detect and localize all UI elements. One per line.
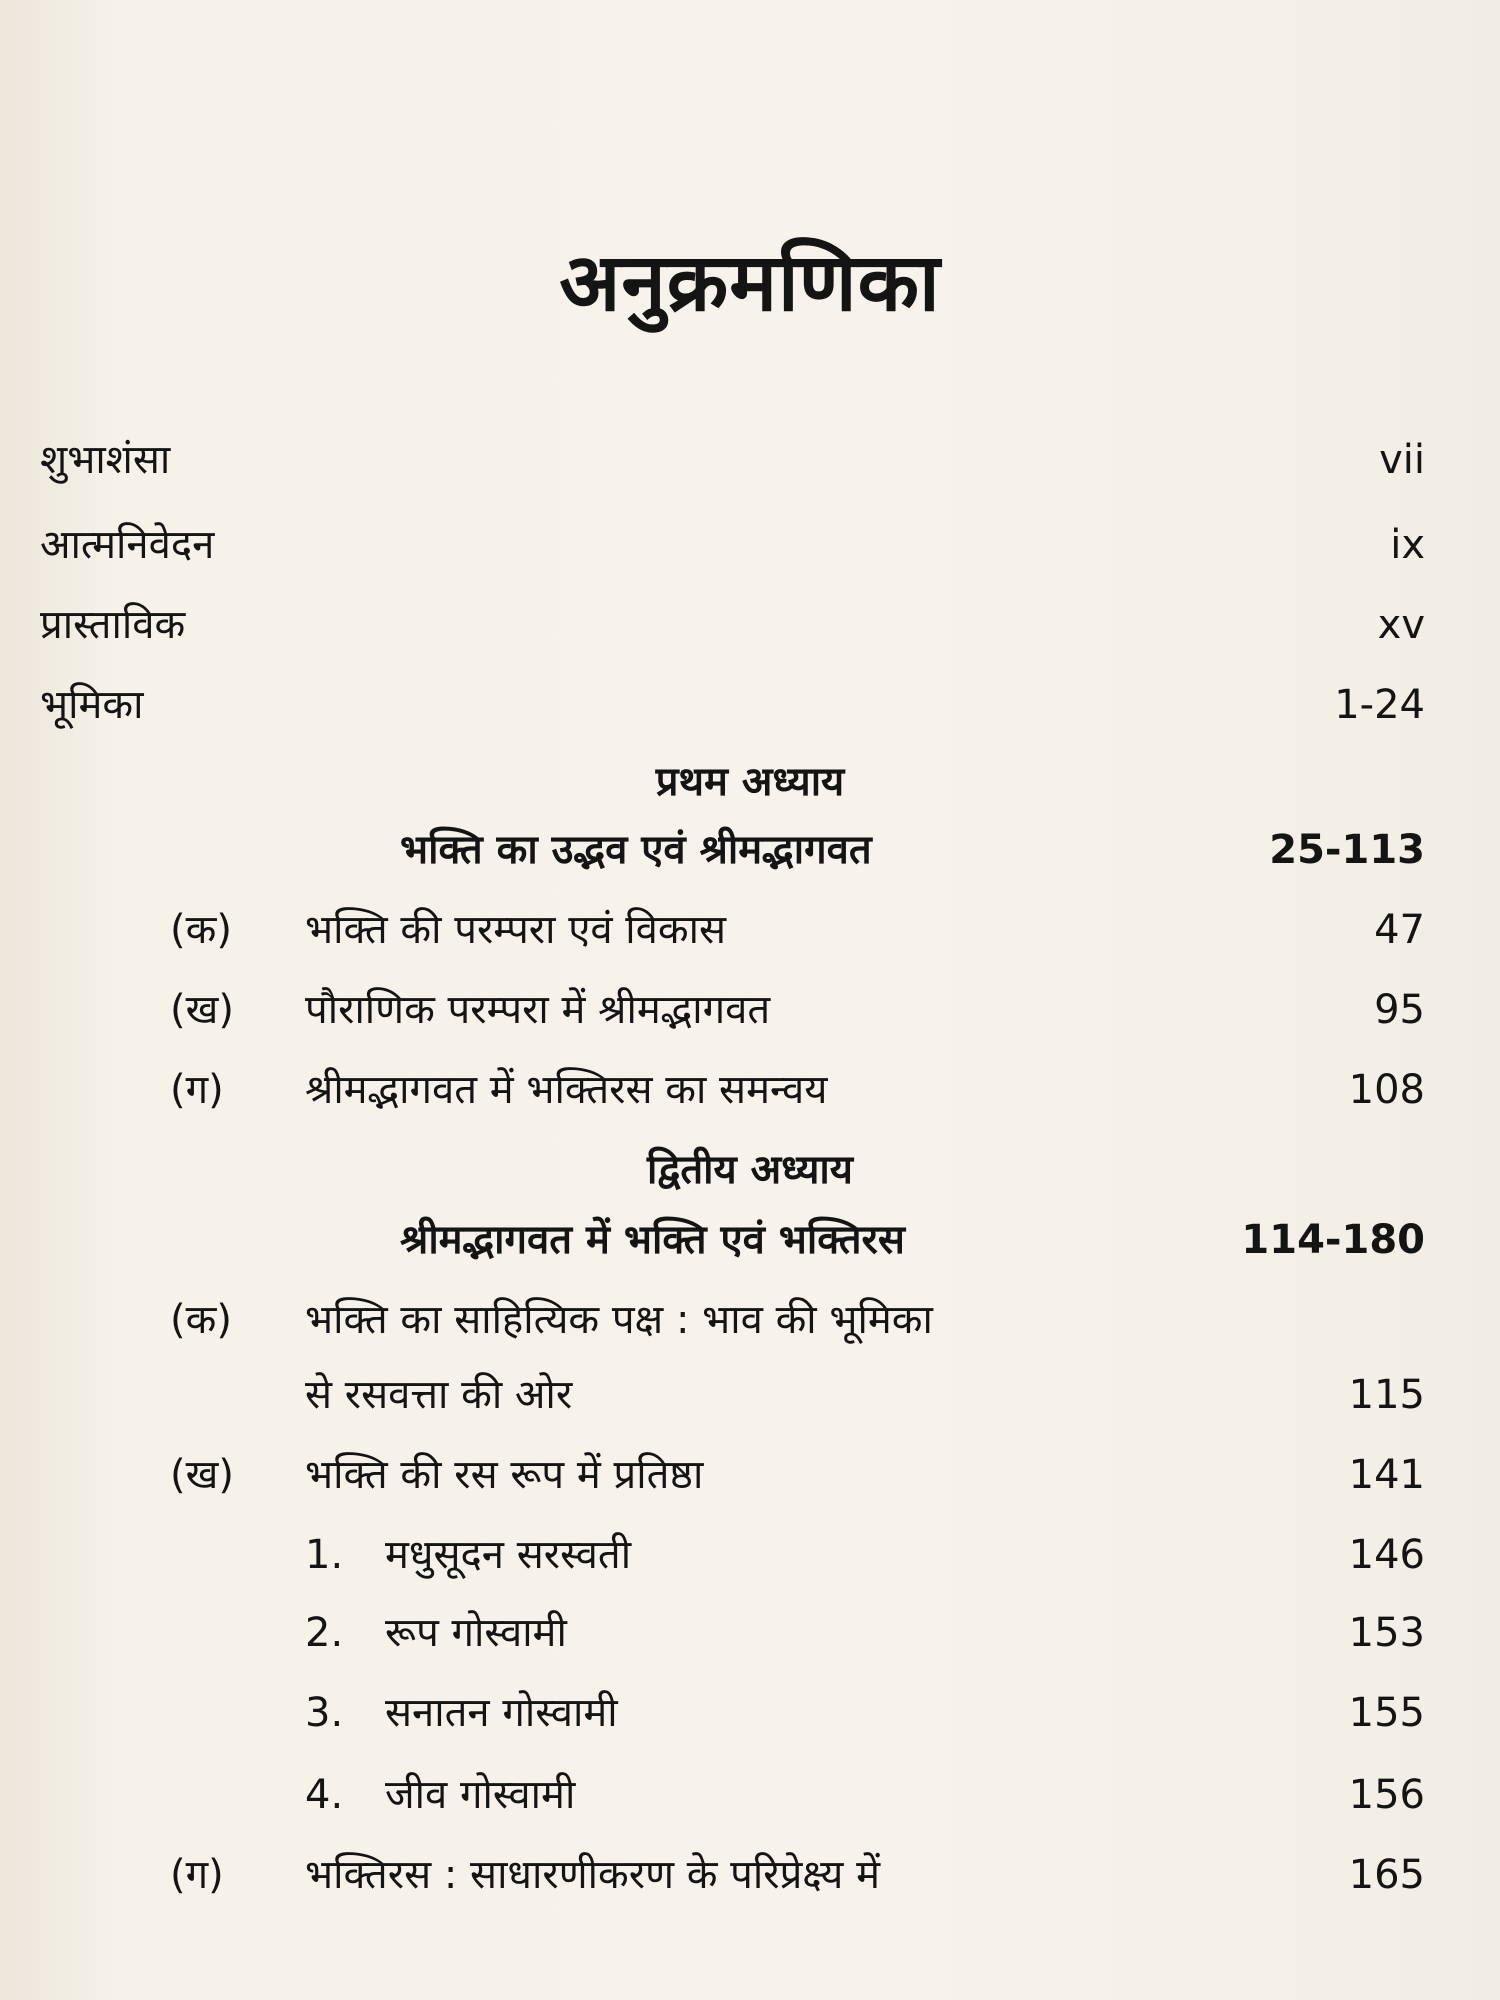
chapter-pages: 114-180: [1241, 1217, 1425, 1263]
subsection-page: 156: [1348, 1772, 1425, 1818]
toc-section-continued: [0, 1360, 1500, 1430]
toc-entry-label: भूमिका: [40, 682, 144, 728]
toc-section: [0, 1840, 1500, 1910]
subsection-page: 146: [1348, 1532, 1425, 1578]
section-label: भक्ति की परम्परा एवं विकास: [305, 907, 727, 953]
section-label: भक्ति की रस रूप में प्रतिष्ठा: [305, 1452, 704, 1498]
section-page: 47: [1374, 907, 1425, 953]
section-label: भक्ति का साहित्यिक पक्ष : भाव की भूमिका: [305, 1297, 933, 1343]
toc-subsection: [0, 1760, 1500, 1830]
toc-subsection: [0, 1598, 1500, 1668]
subsection-number: 3.: [305, 1690, 344, 1736]
chapter-title-entry: [0, 1205, 1500, 1275]
section-mark: (ख): [170, 1452, 234, 1498]
toc-entry: [0, 670, 1500, 740]
toc-section: [0, 1055, 1500, 1125]
toc-entry-label: प्रास्ताविक: [40, 602, 186, 648]
toc-section: [0, 975, 1500, 1045]
section-page: 108: [1348, 1067, 1425, 1113]
subsection-label: रूप गोस्वामी: [385, 1610, 567, 1656]
section-page: 165: [1348, 1852, 1425, 1898]
subsection-label: मधुसूदन सरस्वती: [385, 1532, 632, 1578]
toc-entry: [0, 510, 1500, 580]
toc-entry: [0, 590, 1500, 660]
subsection-page: 155: [1348, 1690, 1425, 1736]
section-mark: (क): [170, 907, 232, 953]
chapter-heading: [0, 747, 1500, 817]
section-mark: (ख): [170, 987, 234, 1033]
chapter-title: श्रीमद्भागवत में भक्ति एवं भक्तिरस: [400, 1217, 905, 1263]
section-label-continued: से रसवत्ता की ओर: [305, 1372, 573, 1418]
toc-entry-label: आत्मनिवेदन: [40, 522, 215, 568]
section-mark: (ग): [170, 1852, 224, 1898]
section-page: 141: [1348, 1452, 1425, 1498]
section-label: श्रीमद्भागवत में भक्तिरस का समन्वय: [305, 1067, 828, 1113]
toc-entry-page: vii: [1379, 437, 1425, 483]
subsection-label: सनातन गोस्वामी: [385, 1690, 618, 1736]
subsection-number: 4.: [305, 1772, 344, 1818]
chapter-title-entry: [0, 815, 1500, 885]
toc-section: [0, 1440, 1500, 1510]
toc-section: [0, 1285, 1500, 1355]
toc-entry-page: ix: [1390, 522, 1425, 568]
section-mark: (ग): [170, 1067, 224, 1113]
subsection-number: 1.: [305, 1532, 344, 1578]
section-mark: (क): [170, 1297, 232, 1343]
chapter-title: भक्ति का उद्भव एवं श्रीमद्भागवत: [400, 827, 872, 873]
toc-entry-page: 1-24: [1334, 682, 1425, 728]
chapter-heading-label: प्रथम अध्याय: [655, 759, 845, 805]
page-title: अनुक्रमणिका: [559, 236, 941, 329]
chapter-heading-label: द्वितीय अध्याय: [646, 1147, 853, 1193]
section-page: 95: [1374, 987, 1425, 1033]
chapter-heading: [0, 1135, 1500, 1205]
subsection-label: जीव गोस्वामी: [385, 1772, 576, 1818]
section-page: 115: [1348, 1372, 1425, 1418]
toc-subsection: [0, 1520, 1500, 1590]
section-label: पौराणिक परम्परा में श्रीमद्भागवत: [305, 987, 771, 1033]
subsection-page: 153: [1348, 1610, 1425, 1656]
toc-entry-page: xv: [1377, 602, 1425, 648]
toc-section: [0, 895, 1500, 965]
toc-subsection: [0, 1678, 1500, 1748]
chapter-pages: 25-113: [1269, 827, 1425, 873]
toc-entry-label: शुभाशंसा: [40, 437, 171, 483]
toc-entry: [0, 425, 1500, 495]
subsection-number: 2.: [305, 1610, 344, 1656]
section-label: भक्तिरस : साधारणीकरण के परिप्रेक्ष्य में: [305, 1852, 881, 1898]
